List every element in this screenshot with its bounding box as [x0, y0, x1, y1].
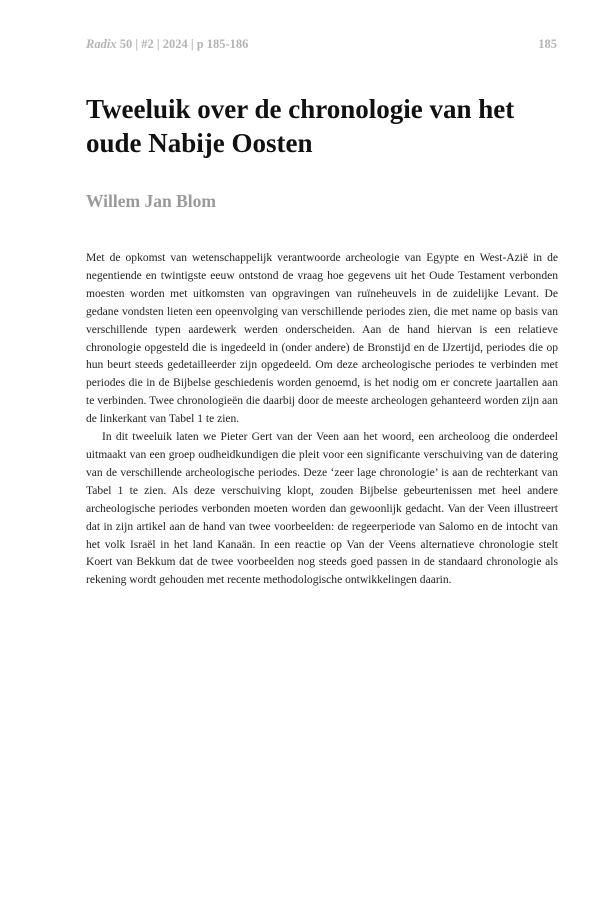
- article-title: Tweeluik over de chronologie van het oude Nabije Oosten: [86, 94, 515, 158]
- page-number: 185: [538, 37, 557, 51]
- paragraph-2: In dit tweeluik laten we Pieter Gert van der Veen aan het woord, een archeoloog die onderdeel uitmaakt van een groep oudheidkundigen die pleit voor een significante verschuiving van de datering van de verschillende archeologische periodes. Deze ‘zeer lage chronologie’ is aan de rechterkant van Tabel 1 te zien. Als deze verschuiving klopt, zouden Bijbelse gebeurtenissen met heel andere archeologische periodes verbonden moeten worden dan gewoonlijk gedacht. Van der Veen illustreert dat in zijn artikel aan de hand van twee voorbeelden: de regeerperiode van Salomo en de intocht van het volk Israël in het land Kanaän. In een reactie op Van der Veens alternatieve chronologie stelt Koert van Bekkum dat de twee voorbeelden nog steeds goed passen in de standaard chronologie als rekening wordt gehouden met recente methodologische ontwikkelingen daarin.: [86, 431, 558, 587]
- issue-pages: 50 | #2 | 2024 | p 185-186: [116, 37, 249, 51]
- running-head: [86, 37, 557, 52]
- author-name: Willem Jan Blom: [86, 191, 216, 211]
- article-body: [86, 250, 558, 590]
- paragraph-1: Met de opkomst van wetenschappelijk verantwoorde archeologie van Egypte en West-Azië in de negentiende en twintigste eeuw ontstond de vraag hoe gegevens uit het Oude Testament verbonden moesten worden met uitkomsten van opgravingen van ruïneheuvels in de zuidelijke Levant. De gedane vondsten lieten een opeenvolging van verschillende periodes zien, die met name op basis van verschillende typen aardewerk werden onderscheiden. Aan de hand hiervan is een relatieve chronologie opgesteld die is ingedeeld in (onder andere) de Bronstijd en de IJzertijd, periodes die op hun beurt steeds gedetailleerder zijn opgedeeld. Om deze archeologische periodes te verbinden met periodes die in de Bijbelse geschiedenis worden genoemd, is het nodig om er concrete jaartallen aan te verbinden. Twee chronologieën die daarbij door de meeste archeologen gehanteerd worden zijn aan de linkerkant van Tabel 1 te zien.: [86, 252, 558, 426]
- journal-name: Radix: [86, 37, 117, 51]
- journal-citation: [86, 37, 248, 52]
